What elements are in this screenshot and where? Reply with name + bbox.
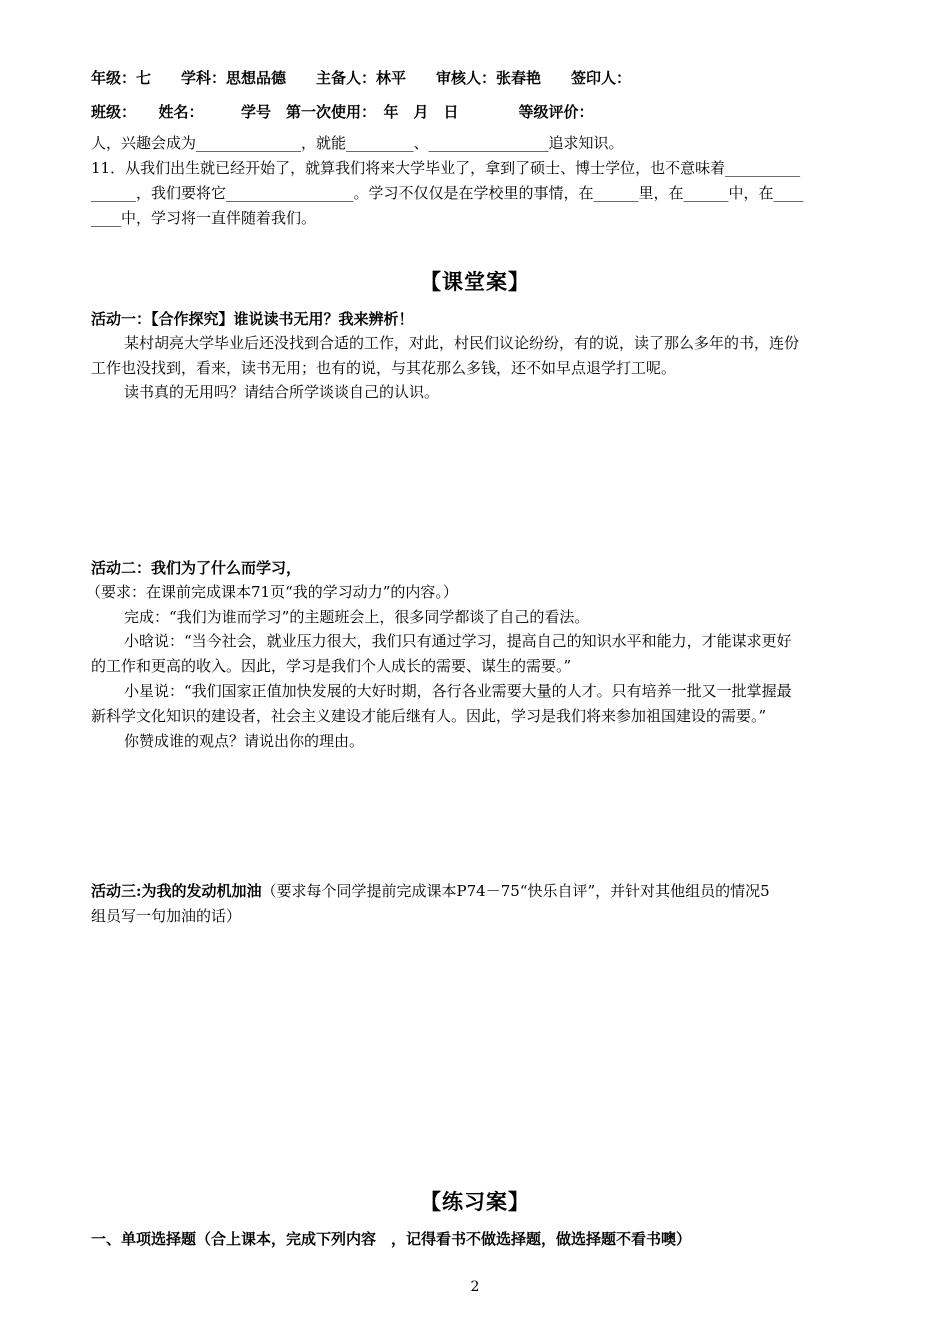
activity-2-paragraph: 小星说：“我们国家正值加快发展的大好时期，各行各业需要大量的人才。只有培养一批又一批掌握最 (124, 682, 792, 700)
activity-2-paragraph: 小晗说：“当今社会，就业压力很大，我们只有通过学习，提高自己的知识水平和能力，才能谋求更好 (124, 632, 792, 650)
activity-2-question: 你赞成谁的观点？请说出你的理由。 (124, 732, 365, 750)
student-info-line: 班级： 姓名： 学号 第一次使用： 年 月 日 等级评价： (91, 103, 594, 121)
practice-section-heading: 【练习案】 (420, 1189, 530, 1214)
activity-2-paragraph: 新科学文化知识的建设者，社会主义建设才能后继有人。因此，学习是我们将来参加祖国建设的需要。” (91, 707, 767, 725)
activity-2-title: 活动二：我们为了什么而学习， (91, 559, 302, 577)
activity-3-requirement-cont: 组员写一句加油的话） (91, 907, 242, 925)
preview-line: 11．从我们出生就已经开始了，就算我们将来大学毕业了，拿到了硕士、博士学位，也不意味着__________ (91, 159, 801, 177)
activity-3-line (91, 880, 861, 902)
activity-1-paragraph: 工作也没找到，看来，读书无用；也有的说，与其花那么多钱，还不如早点退学打工呢。 (91, 359, 677, 377)
classroom-section-heading: 【课堂案】 (420, 269, 530, 294)
activity-3-title: 活动三:为我的发动机加油 (91, 882, 262, 900)
activity-2-requirement: （要求：在课前完成课本71页“我的学习动力”的内容。） (86, 583, 458, 601)
activity-1-paragraph: 某村胡亮大学毕业后还没找到合适的工作，对此，村民们议论纷纷，有的说，读了那么多年的书，连份 (124, 334, 800, 352)
activity-3-requirement: （要求每个同学提前完成课本P74－75“快乐自评”，并针对其他组员的情况5 (261, 882, 770, 900)
activity-1-question: 读书真的无用吗？请结合所学谈谈自己的认识。 (124, 383, 440, 401)
activity-2-paragraph: 的工作和更高的收入。因此，学习是我们个人成长的需要、谋生的需要。” (91, 657, 572, 675)
header-info-line: 年级：七 学科：思想品德 主备人：林平 审核人：张春艳 签印人： (91, 69, 632, 87)
preview-line: 人，兴趣会成为______________，就能_________、________________追求知识。 (91, 134, 624, 152)
page-number: 2 (470, 1279, 480, 1295)
activity-2-paragraph: 完成：“我们为谁而学习”的主题班会上，很多同学都谈了自己的看法。 (124, 608, 590, 626)
activity-1-title: 活动一：【合作探究】谁说读书无用？我来辨析！ (91, 310, 414, 328)
preview-line: ______，我们要将它_________________。学习不仅仅是在学校里的事情，在______里，在______中，在____ (91, 184, 804, 202)
preview-line: ____中，学习将一直伴随着我们。 (91, 209, 317, 227)
practice-section-1-title: 一、单项选择题（合上课本，完成下列内容 ，记得看书不做选择题，做选择题不看书噢） (91, 1230, 692, 1248)
